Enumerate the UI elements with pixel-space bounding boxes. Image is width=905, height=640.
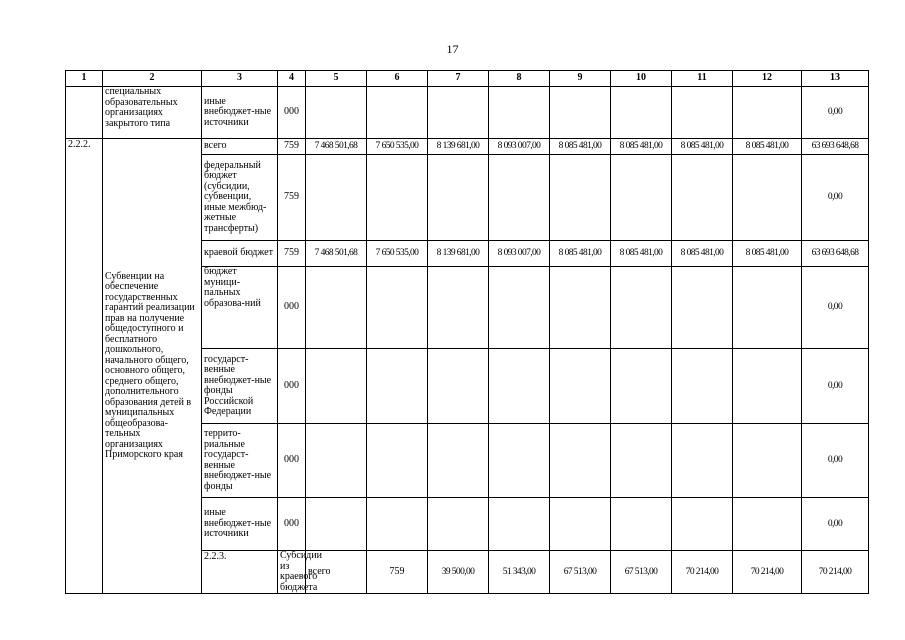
value-cell: 7 468 501,68 xyxy=(306,139,367,155)
code-cell: 000 xyxy=(278,87,306,139)
value-cell: 67 513,00 xyxy=(550,551,611,594)
total-cell: 0,00 xyxy=(802,155,869,241)
source-cell: иные внебюджет-ные источники xyxy=(202,87,278,139)
code-cell: 000 xyxy=(278,424,306,498)
code-cell: 759 xyxy=(278,155,306,241)
value-cell: 7 650 535,00 xyxy=(367,139,428,155)
value-cell: 67 513,00 xyxy=(611,551,672,594)
total-cell: 0,00 xyxy=(802,87,869,139)
value-cell: 70 214,00 xyxy=(802,551,869,594)
header-cell: 5 xyxy=(306,71,367,87)
value-cell: 8 085 481,00 xyxy=(550,241,611,267)
value-cell: 8 085 481,00 xyxy=(611,241,672,267)
table-row xyxy=(66,139,869,155)
index-cell: 2.2.3. xyxy=(202,551,278,594)
source-cell: террито-риальные государст-венные внебюджет-ные фонды xyxy=(202,424,278,498)
value-cell: 51 343,00 xyxy=(489,551,550,594)
source-cell: федеральный бюджет (субсидии, субвенции, иные межбюд-жетные трансферты) xyxy=(202,155,278,241)
budget-table xyxy=(65,70,869,594)
value-cell: 7 650 535,00 xyxy=(367,241,428,267)
value-cell: 70 214,00 xyxy=(672,551,733,594)
value-cell: 8 093 007,00 xyxy=(489,241,550,267)
code-cell: 000 xyxy=(278,267,306,349)
source-cell: краевой бюджет xyxy=(202,241,278,267)
total-cell: 0,00 xyxy=(802,349,869,424)
value-cell: 70 214,00 xyxy=(733,551,802,594)
index-cell xyxy=(66,87,103,139)
header-cell: 1 xyxy=(66,71,103,87)
table-row xyxy=(66,87,869,139)
header-cell: 12 xyxy=(733,71,802,87)
value-cell: 8 139 681,00 xyxy=(428,139,489,155)
total-cell: 63 693 648,68 xyxy=(802,139,869,155)
value-cell: 8 085 481,00 xyxy=(733,241,802,267)
index-cell: 2.2.2. xyxy=(66,139,103,594)
header-cell: 7 xyxy=(428,71,489,87)
header-cell: 13 xyxy=(802,71,869,87)
measure-name-cell: Субвенции на обеспечение государственных гарантий реализации прав на получение общедоступного и бесплатного дошкольного, начального общего, основного общего, среднего общего, дополнительного образования детей в муниципальных общеобразова-тельных организациях Приморского края xyxy=(103,139,202,594)
header-cell: 4 xyxy=(278,71,306,87)
total-cell: 0,00 xyxy=(802,498,869,551)
code-cell: 759 xyxy=(367,551,428,594)
total-cell: 0,00 xyxy=(802,424,869,498)
header-cell: 3 xyxy=(202,71,278,87)
header-cell: 10 xyxy=(611,71,672,87)
code-cell: 000 xyxy=(278,498,306,551)
source-cell: иные внебюджет-ные источники xyxy=(202,498,278,551)
header-cell: 11 xyxy=(672,71,733,87)
header-cell: 6 xyxy=(367,71,428,87)
code-cell: 759 xyxy=(278,241,306,267)
value-cell: 39 500,00 xyxy=(428,551,489,594)
source-cell: государст-венные внебюджет-ные фонды Российской Федерации xyxy=(202,349,278,424)
value-cell: 8 085 481,00 xyxy=(550,139,611,155)
total-cell: 0,00 xyxy=(802,267,869,349)
value-cell: 8 085 481,00 xyxy=(611,139,672,155)
value-cell: 8 093 007,00 xyxy=(489,139,550,155)
value-cell: 8 085 481,00 xyxy=(733,139,802,155)
source-cell: бюджет муници-пальных образова-ний xyxy=(202,267,278,349)
value-cell: 7 468 501,68 xyxy=(306,241,367,267)
header-cell: 9 xyxy=(550,71,611,87)
header-cell: 8 xyxy=(489,71,550,87)
code-cell: 759 xyxy=(278,139,306,155)
measure-name-cell: Субсидии из краевого бюджета xyxy=(278,551,306,594)
source-cell: всего xyxy=(306,551,367,594)
header-cell: 2 xyxy=(103,71,202,87)
value-cell: 8 139 681,00 xyxy=(428,241,489,267)
page-number: 17 xyxy=(446,42,459,56)
value-cell: 8 085 481,00 xyxy=(672,241,733,267)
table-header-row xyxy=(66,71,869,87)
source-cell: всего xyxy=(202,139,278,155)
code-cell: 000 xyxy=(278,349,306,424)
value-cell: 8 085 481,00 xyxy=(672,139,733,155)
total-cell: 63 693 648,68 xyxy=(802,241,869,267)
measure-name-cell: специальных образовательных организациях закрытого типа xyxy=(103,87,202,139)
